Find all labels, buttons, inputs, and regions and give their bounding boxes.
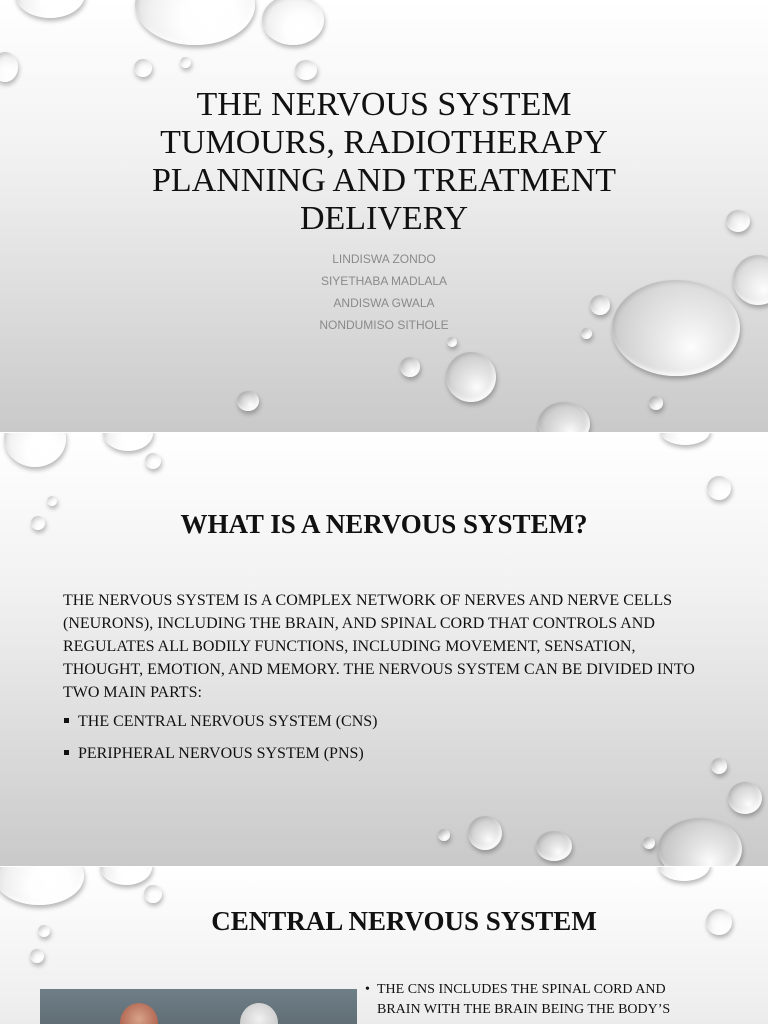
bullet-list [63,710,713,765]
water-drop [707,476,731,500]
water-drop [649,396,663,410]
slide-body [63,589,713,774]
water-drop [711,758,727,774]
water-drop [144,885,162,903]
water-drop [536,831,572,861]
water-drop [660,433,710,445]
water-drop [590,295,610,315]
cns-description [365,980,695,1020]
water-drop [726,210,750,232]
water-drop [581,328,592,339]
water-drop [658,867,710,881]
water-drop [643,837,655,849]
water-drop [438,829,450,841]
water-drop [468,816,502,850]
bullet-marker: • [365,982,370,997]
content-slide-nervous-system [0,433,768,866]
water-drop [0,867,84,905]
water-drop [237,391,259,411]
water-drop [538,402,590,432]
water-drop [180,57,191,68]
cns-text: THE CNS INCLUDES THE SPINAL CORD AND BRAIN WITH THE BRAIN BEING THE BODY’S [377,982,671,1017]
slide-heading: WHAT IS A NERVOUS SYSTEM? [180,509,588,539]
presentation-title: THE NERVOUS SYSTEM TUMOURS, RADIOTHERAPY PLANNING AND TREATMENT DELIVERY [151,86,617,237]
title-slide [0,0,768,432]
water-drop [47,496,57,506]
water-drop [706,909,732,935]
water-drop [135,0,255,45]
bullet-item: PERIPHERAL NERVOUS SYSTEM (PNS) [63,742,713,765]
author-name: LINDISWA ZONDO [332,252,436,266]
slide-heading: CENTRAL NERVOUS SYSTEM [211,906,597,936]
head-illustration [240,1003,278,1024]
water-drop [733,255,768,305]
water-drop [100,867,152,885]
water-drop [30,949,44,963]
water-drop [103,433,153,451]
head-illustration [120,1003,158,1024]
content-slide-cns [0,867,768,1024]
author-list [234,248,534,336]
author-name: NONDUMISO SITHOLE [319,318,449,332]
body-paragraph: THE NERVOUS SYSTEM IS A COMPLEX NETWORK OF NERVES AND NERVE CELLS (NEURONS), INCLUDING THE BRAIN, AND SPINAL CORD THAT CONTROLS AND REGULATES ALL BODILY FUNCTIONS, INCLUDING MOVEMENT, SENSATION, THOUGHT, EMOTION, AND MEMORY. THE NERVOUS SYSTEM CAN BE DIVIDED INTO TWO MAIN PARTS: [63,592,695,701]
water-drop [0,52,18,82]
water-drop [15,0,85,18]
water-drop [400,357,420,377]
water-drop [728,782,762,814]
author-name: ANDISWA GWALA [333,296,435,310]
water-drop [446,352,496,402]
bullet-item: THE CENTRAL NERVOUS SYSTEM (CNS) [63,710,713,733]
water-drop [38,925,50,937]
water-drop [4,433,66,467]
brain-image [40,989,357,1024]
water-drop [612,280,740,376]
water-drop [134,59,152,77]
water-drop [658,818,742,866]
water-drop [31,516,45,530]
water-drop [145,453,161,469]
water-drop [262,0,324,45]
author-name: SIYETHABA MADLALA [320,274,448,288]
water-drop [295,60,317,80]
water-drop [447,337,457,347]
